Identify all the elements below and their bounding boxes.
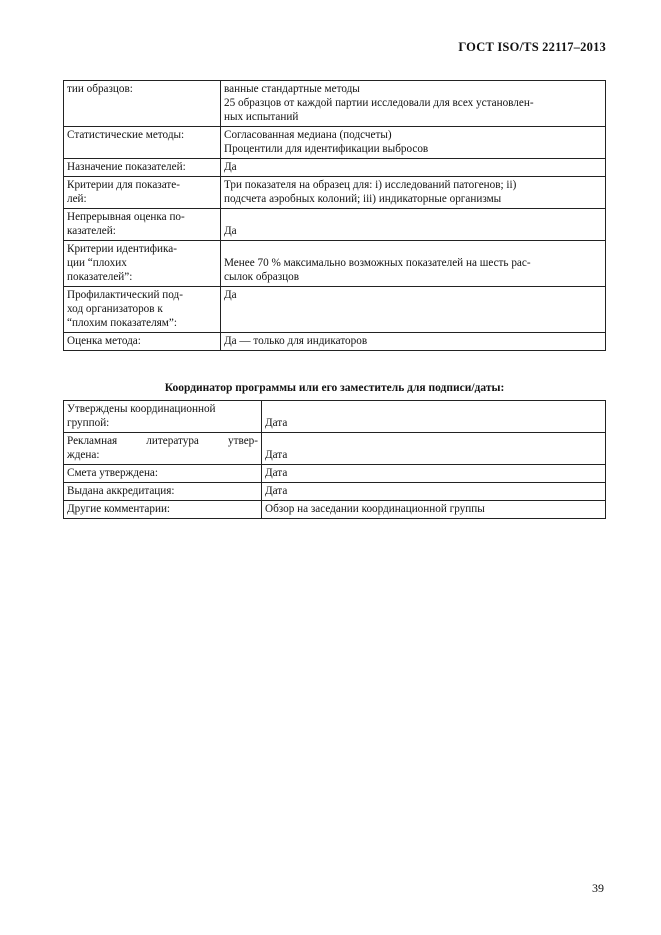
row-value bbox=[221, 209, 606, 241]
label-line: Непрерывная оценка по- bbox=[67, 211, 185, 223]
label-line: Другие комментарии: bbox=[67, 503, 171, 515]
value-line: Да — только для индикаторов bbox=[224, 335, 368, 347]
value-line: ванные стандартные методы bbox=[224, 83, 360, 95]
table-row bbox=[64, 483, 606, 501]
label-line: Профилактический под- bbox=[67, 289, 183, 301]
label-line: Назначение показателей: bbox=[67, 161, 186, 173]
value-line: Процентили для идентификации выбросов bbox=[224, 143, 429, 155]
value-line: Согласованная медиана (подсчеты) bbox=[224, 129, 392, 141]
scheme-details-table bbox=[63, 80, 606, 351]
label-line: лей: bbox=[67, 193, 87, 205]
label-line: “плохим показателям”: bbox=[67, 317, 177, 329]
value-line: ных испытаний bbox=[224, 111, 299, 123]
label-line: Рекламная литература утвер- bbox=[67, 435, 258, 447]
row-value: Дата bbox=[262, 465, 606, 483]
row-label bbox=[64, 333, 221, 351]
table-row bbox=[64, 159, 606, 177]
row-label bbox=[64, 177, 221, 209]
row-label bbox=[64, 433, 262, 465]
row-value bbox=[221, 177, 606, 209]
label-line: казателей: bbox=[67, 225, 116, 237]
label-line: Смета утверждена: bbox=[67, 467, 159, 479]
row-label bbox=[64, 465, 262, 483]
value-line: Да bbox=[224, 289, 237, 301]
row-label bbox=[64, 127, 221, 159]
row-value: Дата bbox=[262, 433, 606, 465]
label-line: группой: bbox=[67, 417, 110, 429]
row-value: Обзор на заседании координационной группы bbox=[262, 501, 606, 519]
label-line: ход организаторов к bbox=[67, 303, 163, 315]
label-line: ждена: bbox=[67, 449, 100, 461]
row-value bbox=[221, 241, 606, 287]
table-row bbox=[64, 209, 606, 241]
section-title: Координатор программы или его заместитель для подписи/даты: bbox=[164, 382, 505, 394]
table-row bbox=[64, 81, 606, 127]
page-number: 39 bbox=[592, 881, 604, 895]
label-line: ции “плохих bbox=[67, 257, 127, 269]
row-label bbox=[64, 483, 262, 501]
table-row bbox=[64, 401, 606, 433]
value-line: подсчета аэробных колоний; iii) индикаторные организмы bbox=[224, 193, 502, 205]
row-value bbox=[221, 127, 606, 159]
value-line: Менее 70 % максимально возможных показателей на шесть рас- bbox=[224, 257, 531, 269]
table-row bbox=[64, 501, 606, 519]
label-line: показателей”: bbox=[67, 271, 133, 283]
signoff-table bbox=[63, 400, 606, 519]
table-row bbox=[64, 127, 606, 159]
row-label bbox=[64, 287, 221, 333]
label-line: Оценка метода: bbox=[67, 335, 141, 347]
value-line: 25 образцов от каждой партии исследовали для всех установлен- bbox=[224, 97, 534, 109]
table-row bbox=[64, 433, 606, 465]
row-value bbox=[221, 159, 606, 177]
value-line: Три показателя на образец для: i) исследований патогенов; ii) bbox=[224, 179, 517, 191]
label-line: тии образцов: bbox=[67, 83, 133, 95]
row-value: Дата bbox=[262, 401, 606, 433]
label-line: Критерии для показате- bbox=[67, 179, 180, 191]
row-value bbox=[221, 333, 606, 351]
label-line: Утверждены координационной bbox=[67, 403, 216, 415]
value-line: Да bbox=[224, 161, 237, 173]
label-line: Критерии идентифика- bbox=[67, 243, 177, 255]
row-value bbox=[221, 287, 606, 333]
row-label bbox=[64, 159, 221, 177]
row-label bbox=[64, 401, 262, 433]
table-row bbox=[64, 241, 606, 287]
table-row bbox=[64, 465, 606, 483]
row-value bbox=[221, 81, 606, 127]
value-line: сылок образцов bbox=[224, 271, 300, 283]
table-row bbox=[64, 287, 606, 333]
row-label bbox=[64, 501, 262, 519]
label-line: Выдана аккредитация: bbox=[67, 485, 175, 497]
row-label bbox=[64, 81, 221, 127]
row-label bbox=[64, 241, 221, 287]
label-line: Статистические методы: bbox=[67, 129, 185, 141]
document-code-header: ГОСТ ISO/TS 22117–2013 bbox=[458, 40, 606, 54]
table-row bbox=[64, 177, 606, 209]
row-value: Дата bbox=[262, 483, 606, 501]
row-label bbox=[64, 209, 221, 241]
table-row bbox=[64, 333, 606, 351]
value-line: Да bbox=[224, 225, 237, 237]
